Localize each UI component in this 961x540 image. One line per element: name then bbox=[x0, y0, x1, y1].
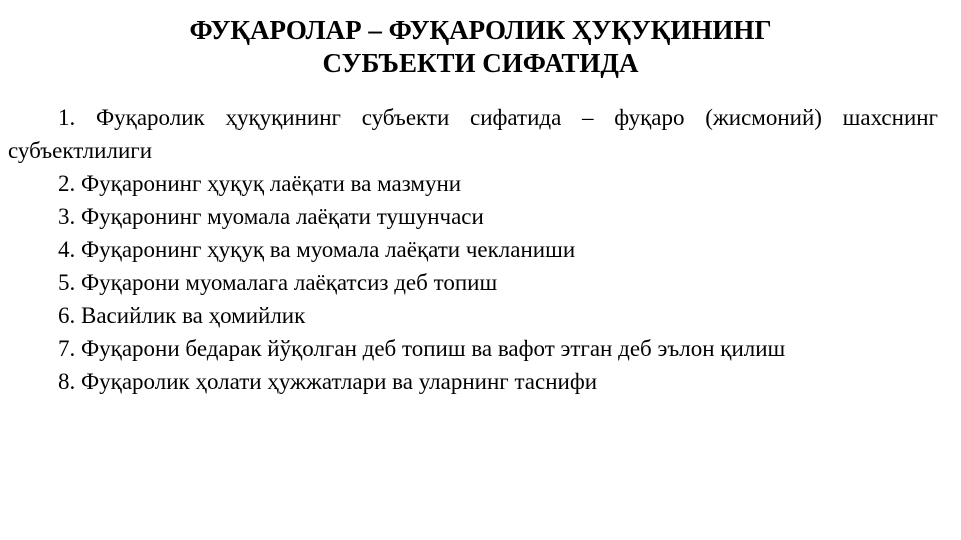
list-item-text: 2. Фуқаронинг ҳуқуқ лаёқати ва мазмуни bbox=[58, 171, 462, 196]
list-item-text: 4. Фуқаронинг ҳуқуқ ва муомала лаёқати чекланиши bbox=[58, 237, 576, 262]
list-item bbox=[8, 266, 938, 299]
slide-title bbox=[0, 14, 961, 80]
list-item-text: 8. Фуқаролик ҳолати ҳужжатлари ва уларнинг таснифи bbox=[58, 369, 598, 394]
list-item bbox=[8, 332, 938, 365]
title-line-1: ФУҚАРОЛАР – ФУҚАРОЛИК ҲУҚУҚИНИНГ bbox=[189, 15, 772, 45]
list-item bbox=[8, 101, 938, 167]
title-line-2: СУБЪЕКТИ СИФАТИДА bbox=[322, 48, 639, 78]
list-item bbox=[8, 365, 938, 398]
list-item bbox=[8, 167, 938, 200]
list-item bbox=[8, 233, 938, 266]
list-item-text: 3. Фуқаронинг муомала лаёқати тушунчаси bbox=[58, 204, 484, 229]
list-item-text: 5. Фуқарони муомалага лаёқатсиз деб топиш bbox=[58, 270, 498, 295]
list-item-text: 1. Фуқаролик ҳуқуқининг субъекти сифатида – фуқаро (жисмоний) шахснинг субъектлилиги bbox=[8, 105, 938, 163]
list-item bbox=[8, 299, 938, 332]
list-item-text: 7. Фуқарони бедарак йўқолган деб топиш ва вафот этган деб эълон қилиш bbox=[58, 336, 786, 361]
list-item bbox=[8, 200, 938, 233]
topic-list bbox=[8, 101, 938, 398]
list-item-text: 6. Васийлик ва ҳомийлик bbox=[58, 303, 306, 328]
